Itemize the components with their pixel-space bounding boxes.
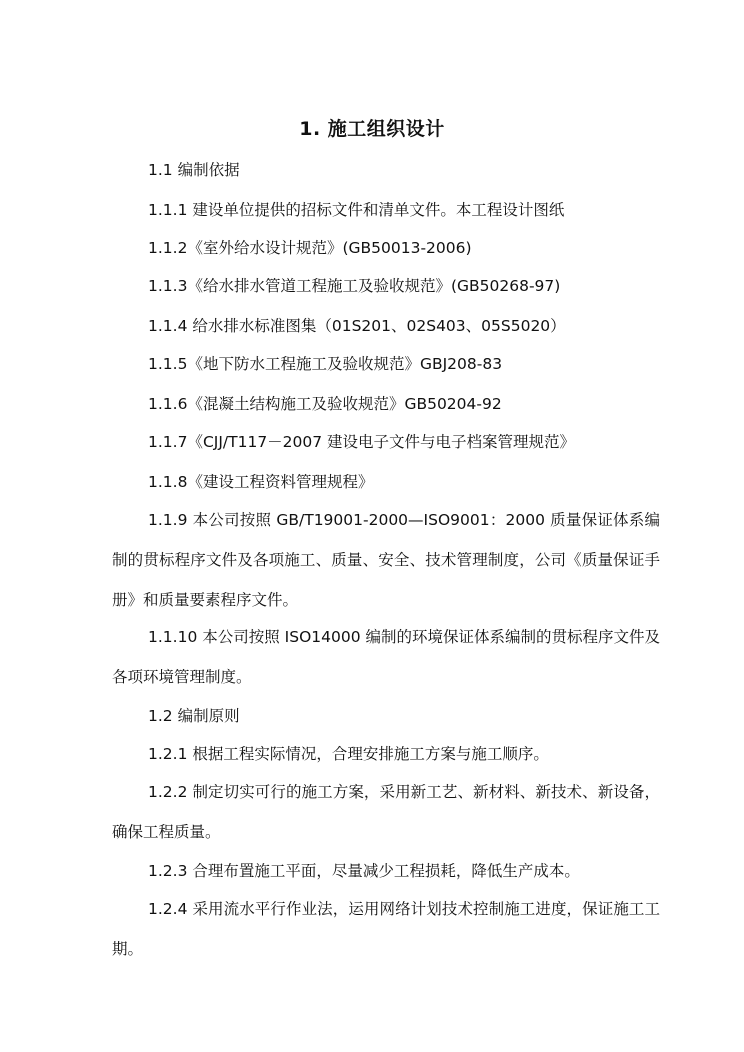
item-1-1-5: 1.1.5《地下防水工程施工及验收规范》GBJ208-83 xyxy=(148,355,503,373)
item-1-2-3: 1.2.3 合理布置施工平面，尽量减少工程损耗，降低生产成本。 xyxy=(148,862,580,880)
item-1-1-10: 1.1.10 本公司按照 ISO14000 编制的环境保证体系编制的贯标程序文件及各项环境管理制度。 xyxy=(112,628,661,686)
item-1-1-8: 1.1.8《建设工程资料管理规程》 xyxy=(148,473,374,491)
document-title: 1. 施工组织设计 xyxy=(299,118,445,140)
item-1-1-4: 1.1.4 给水排水标准图集（01S201、02S403、05S5020） xyxy=(148,317,566,335)
section-heading-1-1: 1.1 编制依据 xyxy=(148,161,240,179)
item-1-1-6: 1.1.6《混凝土结构施工及验收规范》GB50204-92 xyxy=(148,395,502,413)
item-1-2-2: 1.2.2 制定切实可行的施工方案，采用新工艺、新材料、新技术、新设备，确保工程质量。 xyxy=(112,783,660,841)
item-1-1-3: 1.1.3《给水排水管道工程施工及验收规范》(GB50268-97) xyxy=(148,277,561,295)
item-1-1-7: 1.1.7《CJJ/T117－2007 建设电子文件与电子档案管理规范》 xyxy=(148,433,576,451)
item-1-2-4: 1.2.4 采用流水平行作业法，运用网络计划技术控制施工进度，保证施工工期。 xyxy=(112,900,660,958)
section-heading-1-2: 1.2 编制原则 xyxy=(148,707,240,725)
item-1-2-1: 1.2.1 根据工程实际情况，合理安排施工方案与施工顺序。 xyxy=(148,745,549,763)
item-1-1-2: 1.1.2《室外给水设计规范》(GB50013-2006) xyxy=(148,239,472,257)
item-1-1-1: 1.1.1 建设单位提供的招标文件和清单文件。本工程设计图纸 xyxy=(148,201,565,219)
item-1-1-9: 1.1.9 本公司按照 GB/T19001-2000—ISO9001：2000 质量保证体系编制的贯标程序文件及各项施工、质量、安全、技术管理制度，公司《质量保证手册》和质量要素程序文件。 xyxy=(112,511,660,609)
